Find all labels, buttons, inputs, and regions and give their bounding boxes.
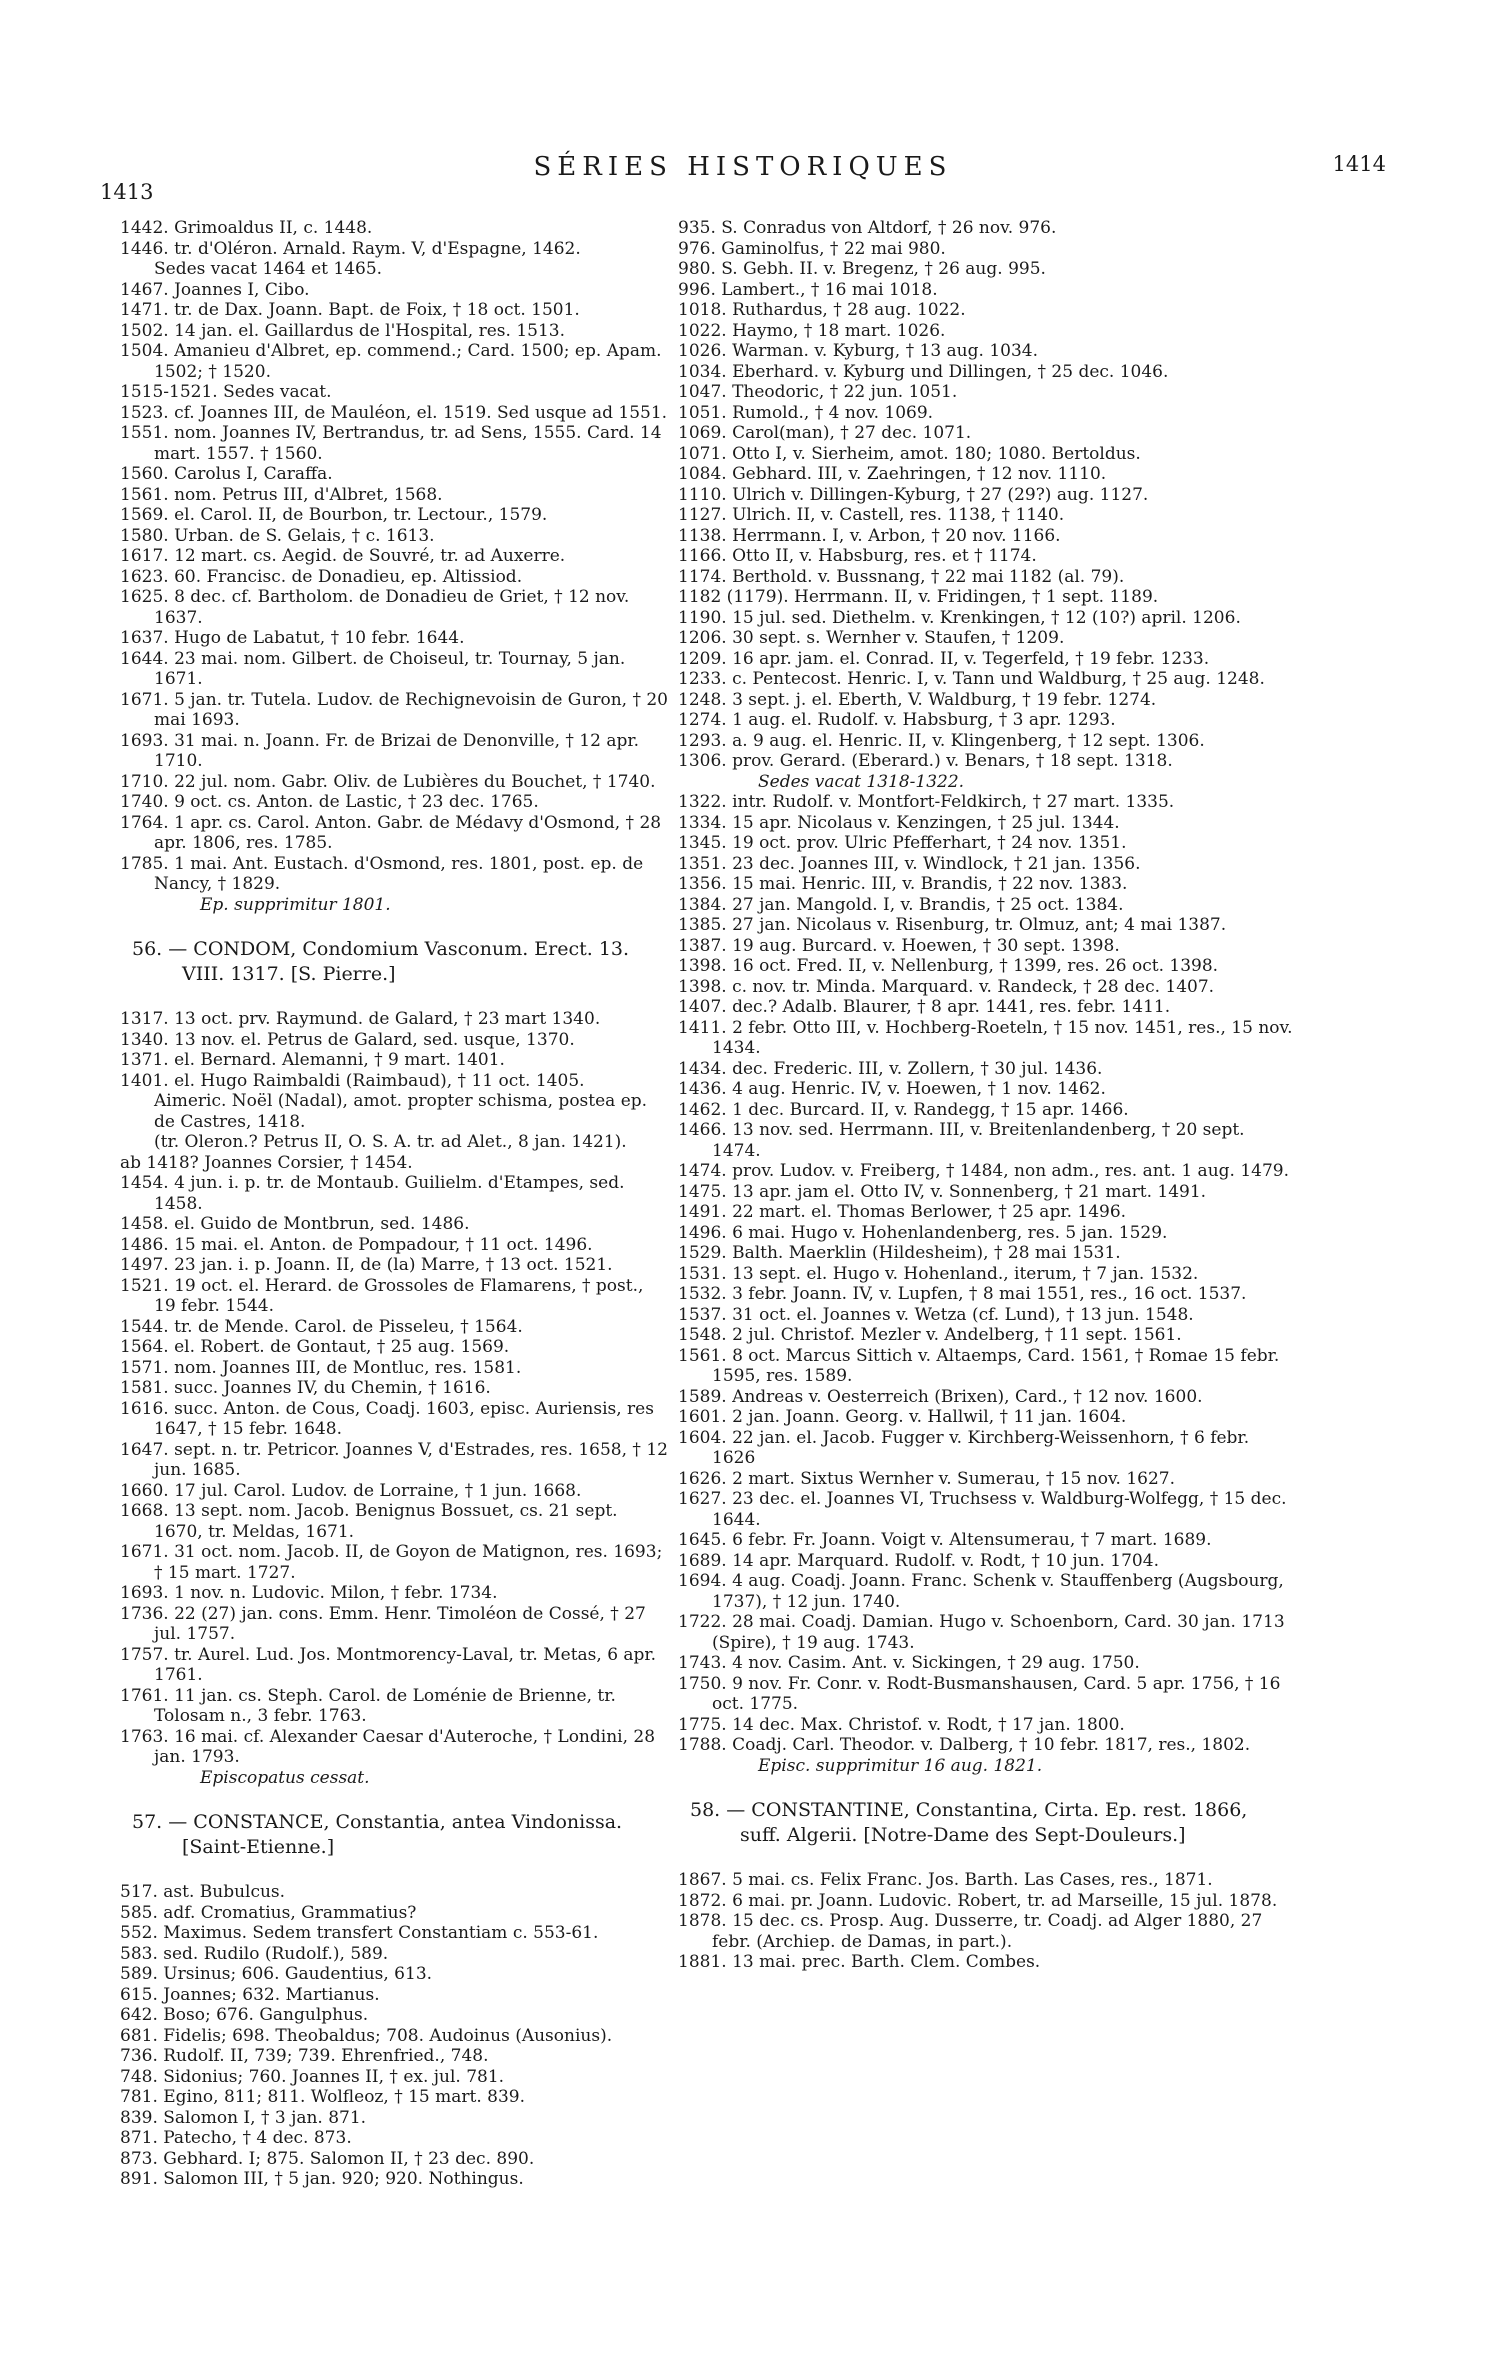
entry-line: 1581. succ. Joannes IV, du Chemin, † 1616. [120,1378,491,1398]
entry-line: 1322. intr. Rudolf. v. Montfort-Feldkirch, † 27 mart. 1335. [678,792,1175,812]
entry-line: 1671. 5 jan. tr. Tutela. Ludov. de Rechignevoisin de Guron, † 20 mai 1693. [120,689,668,730]
left-block-2 [120,1009,668,1768]
entry-line: 1637. Hugo de Labatut, † 10 febr. 1644. [120,628,465,648]
entry-line: (tr. Oleron.? Petrus II, O. S. A. tr. ad Alet., 8 jan. 1421). [154,1132,627,1152]
entry-line: 1084. Gebhard. III, v. Zaehringen, † 12 nov. 1110. [678,464,1107,484]
entry-line: 1763. 16 mai. cf. Alexander Caesar d'Auteroche, † Londini, 28 jan. 1793. [120,1726,656,1767]
entry-line: 1022. Haymo, † 18 mart. 1026. [678,320,946,341]
entry-line: 1034. Eberhard. v. Kyburg und Dillingen, † 25 dec. 1046. [678,361,1169,382]
page-number-right: 1414 [1332,152,1386,176]
entry-line: 583. sed. Rudilo (Rudolf.), 589. [120,1943,389,1964]
entry-line: 1521. 19 oct. el. Herard. de Grossoles de Flamarens, † post., 19 febr. 1544. [120,1275,644,1316]
entry-line: 1496. 6 mai. Hugo v. Hohenlandenberg, res. 5 jan. 1529. [678,1222,1168,1243]
entry-line: 1138. Herrmann. I, v. Arbon, † 20 nov. 1166. [678,525,1061,546]
entry-line: 871. Patecho, † 4 dec. 873. [120,2128,352,2148]
entry-line: 1881. 13 mai. prec. Barth. Clem. Combes. [678,1952,1041,1972]
page-header [100,152,1386,204]
entry-line: 1531. 13 sept. el. Hugo v. Hohenland., iterum, † 7 jan. 1532. [678,1263,1199,1284]
entry-line: 1878. 15 dec. cs. Prosp. Aug. Dusserre, tr. Coadj. ad Alger 1880, 27 febr. (Archiep. de Damas, in part.). [678,1911,1263,1952]
entry-line: ab 1418? Joannes Corsier, † 1454. [120,1152,413,1173]
entry-line: 1693. 31 mai. n. Joann. Fr. de Brizai de Denonville, † 12 apr. 1710. [120,730,640,771]
right-block-3 [678,1870,1294,1973]
entry-line: 1589. Andreas v. Oesterreich (Brixen), Card., † 12 nov. 1600. [678,1386,1203,1407]
section-end-note: Episcopatus cessat. [200,1767,370,1788]
entry-line: 1110. Ulrich v. Dillingen-Kyburg, † 27 (29?) aug. 1127. [678,484,1149,505]
entry-line: 1544. tr. de Mende. Carol. de Pisseleu, † 1564. [120,1316,523,1337]
entry-line: 1625. 8 dec. cf. Bartholom. de Donadieu de Griet, † 12 nov. 1637. [120,587,630,628]
entry-line: 1548. 2 jul. Christof. Mezler v. Andelberg, † 11 sept. 1561. [678,1325,1182,1345]
entry-line: 1467. Joannes I, Cibo. [120,279,310,300]
entry-line: 1743. 4 nov. Casim. Ant. v. Sickingen, † 29 aug. 1750. [678,1653,1140,1673]
section-end-note: Episc. supprimitur 16 aug. 1821. [758,1755,1043,1776]
entry-line: 1351. 23 dec. Joannes III, v. Windlock, † 21 jan. 1356. [678,853,1141,874]
left-column [120,218,668,2190]
entry-line: 1233. c. Pentecost. Henric. I, v. Tann und Waldburg, † 25 aug. 1248. [678,669,1265,689]
entry-line: 736. Rudolf. II, 739; 739. Ehrenfried., 748. [120,2046,489,2066]
entry-line: 1740. 9 oct. cs. Anton. de Lastic, † 23 dec. 1765. [120,792,539,812]
entry-line: 1644. 23 mai. nom. Gilbert. de Choiseul, tr. Tournay, 5 jan. 1671. [120,648,626,689]
entry-line: 1497. 23 jan. i. p. Joann. II, de (la) Marre, † 13 oct. 1521. [120,1255,613,1275]
entry-line: 839. Salomon I, † 3 jan. 871. [120,2107,367,2128]
entry-line: 1689. 14 apr. Marquard. Rudolf. v. Rodt, † 10 jun. 1704. [678,1550,1159,1571]
entry-line: 1174. Berthold. v. Bussnang, † 22 mai 1182 (al. 79). [678,566,1125,587]
entry-line: 1462. 1 dec. Burcard. II, v. Randegg, † 15 apr. 1466. [678,1099,1129,1120]
entry-line: 1248. 3 sept. j. el. Eberth, V. Waldburg, † 19 febr. 1274. [678,689,1157,710]
entry-line: 1623. 60. Francisc. de Donadieu, ep. Altissiod. [120,566,523,587]
entry-line: 1647. sept. n. tr. Petricor. Joannes V, d'Estrades, res. 1658, † 12 jun. 1685. [120,1439,668,1480]
entry-line: 1764. 1 apr. cs. Carol. Anton. Gabr. de Médavy d'Osmond, † 28 apr. 1806, res. 1785. [120,812,662,853]
entry-line: 1436. 4 aug. Henric. IV, v. Hoewen, † 1 nov. 1462. [678,1079,1106,1099]
entry-line: 1190. 15 jul. sed. Diethelm. v. Krenkingen, † 12 (10?) april. 1206. [678,607,1241,628]
entry-line: 781. Egino, 811; 811. Wolfleoz, † 15 mart. 839. [120,2087,526,2107]
entry-line: 1571. nom. Joannes III, de Montluc, res. 1581. [120,1357,522,1378]
entry-line: 1502. 14 jan. el. Gaillardus de l'Hospital, res. 1513. [120,320,565,341]
entry-line: 1604. 22 jan. el. Jacob. Fugger v. Kirchberg-Weissenhorn, † 6 febr. 1626 [678,1427,1250,1468]
entry-line: 1504. Amanieu d'Albret, ep. commend.; Card. 1500; ep. Apam. 1502; † 1520. [120,341,662,382]
entry-line: 1601. 2 jan. Joann. Georg. v. Hallwil, † 11 jan. 1604. [678,1407,1127,1427]
entry-line: 996. Lambert., † 16 mai 1018. [678,279,938,300]
entry-line: 1775. 14 dec. Max. Christof. v. Rodt, † 17 jan. 1800. [678,1714,1125,1735]
section-heading-57: 57. — CONSTANCE, Constantia, antea Vindonissa. [Saint-Etienne.] [132,1811,623,1858]
entry-line: 1761. 11 jan. cs. Steph. Carol. de Loménie de Brienne, tr. Tolosam n., 3 febr. 1763. [120,1685,616,1726]
entry-line: 1645. 6 febr. Fr. Joann. Voigt v. Altensumerau, † 7 mart. 1689. [678,1530,1212,1550]
entry-line: 1398. 16 oct. Fred. II, v. Nellenburg, † 1399, res. 26 oct. 1398. [678,956,1219,976]
section-heading-58: 58. — CONSTANTINE, Constantina, Cirta. Ep. rest. 1866, suff. Algerii. [Notre-Dame des Sept-Douleurs.] [690,1799,1248,1846]
entry-line: 1018. Ruthardus, † 28 aug. 1022. [678,300,966,320]
entry-line: 1206. 30 sept. s. Wernher v. Staufen, † 1209. [678,628,1065,648]
entry-line: 1434. dec. Frederic. III, v. Zollern, † 30 jul. 1436. [678,1058,1103,1079]
entry-line: 1127. Ulrich. II, v. Castell, res. 1138, † 1140. [678,505,1065,525]
entry-line: 1710. 22 jul. nom. Gabr. Oliv. de Lubières du Bouchet, † 1740. [120,771,656,792]
entry-line: 1166. Otto II, v. Habsburg, res. et † 1174. [678,546,1037,566]
entry-line: 1458. el. Guido de Montbrun, sed. 1486. [120,1214,470,1234]
entry-line: 1371. el. Bernard. Alemanni, † 9 mart. 1401. [120,1050,505,1070]
right-block-2 [678,792,1294,1756]
entry-line: 1515-1521. Sedes vacat. [120,382,332,402]
entry-line: 1668. 13 sept. nom. Jacob. Benignus Bossuet, cs. 21 sept. 1670, tr. Meldas, 1671. [120,1501,618,1542]
entry-line: Sedes vacat 1464 et 1465. [154,259,383,279]
entry-line: 1345. 19 oct. prov. Ulric Pfefferhart, † 24 nov. 1351. [678,833,1127,853]
entry-line: 1317. 13 oct. prv. Raymund. de Galard, † 23 mart 1340. [120,1009,601,1029]
entry-line: 1356. 15 mai. Henric. III, v. Brandis, † 22 nov. 1383. [678,874,1128,894]
entry-line: 1446. tr. d'Oléron. Arnald. Raym. V, d'Espagne, 1462. [120,238,581,259]
left-block-1 [120,218,668,895]
entry-line: 589. Ursinus; 606. Gaudentius, 613. [120,1964,433,1984]
entry-line: 642. Boso; 676. Gangulphus. [120,2005,369,2025]
section-end-note: Ep. supprimitur 1801. [200,894,391,915]
entry-line: 1069. Carol(man), † 27 dec. 1071. [678,423,972,443]
entry-line: 585. adf. Cromatius, Grammatius? [120,1902,417,1923]
entry-line: 891. Salomon III, † 5 jan. 920; 920. Nothingus. [120,2169,524,2189]
running-title: SÉRIES HISTORIQUES [533,152,953,182]
entry-line: 1209. 16 apr. jam. el. Conrad. II, v. Tegerfeld, † 19 febr. 1233. [678,648,1210,669]
entry-line: 1471. tr. de Dax. Joann. Bapt. de Foix, † 18 oct. 1501. [120,300,580,320]
entry-line: 1551. nom. Joannes IV, Bertrandus, tr. ad Sens, 1555. Card. 14 mart. 1557. † 1560. [120,423,662,464]
entry-line: 681. Fidelis; 698. Theobaldus; 708. Audoinus (Ausonius). [120,2025,613,2046]
entry-line: 1334. 15 apr. Nicolaus v. Kenzingen, † 25 jul. 1344. [678,812,1120,833]
entry-line: 1785. 1 mai. Ant. Eustach. d'Osmond, res. 1801, post. ep. de Nancy, † 1829. [120,853,644,894]
entry-line: 935. S. Conradus von Altdorf, † 26 nov. 976. [678,218,1057,238]
entry-line: 1454. 4 jun. i. p. tr. de Montaub. Guilielm. d'Etampes, sed. 1458. [120,1173,625,1214]
entry-line: 1071. Otto I, v. Sierheim, amot. 180; 1080. Bertoldus. [678,443,1141,464]
entry-line: 1491. 22 mart. el. Thomas Berlower, † 25 apr. 1496. [678,1202,1127,1222]
entry-line: 1617. 12 mart. cs. Aegid. de Souvré, tr. ad Auxerre. [120,546,566,566]
entry-line: 1387. 19 aug. Burcard. v. Hoewen, † 30 sept. 1398. [678,935,1120,956]
entry-line: 1051. Rumold., † 4 nov. 1069. [678,402,934,423]
entry-line: 615. Joannes; 632. Martianus. [120,1984,380,2005]
section-end-note: Sedes vacat 1318-1322. [758,771,965,792]
entry-line: 1693. 1 nov. n. Ludovic. Milon, † febr. 1734. [120,1583,498,1603]
entry-line: 1182 (1179). Herrmann. II, v. Fridingen, † 1 sept. 1189. [678,587,1159,607]
entry-line: 748. Sidonius; 760. Joannes II, † ex. jul. 781. [120,2066,505,2087]
entry-line: 1340. 13 nov. el. Petrus de Galard, sed. usque, 1370. [120,1029,575,1050]
entry-line: 1694. 4 aug. Coadj. Joann. Franc. Schenk v. Stauffenberg (Augsbourg, 1737), † 12 jun. 1740. [678,1571,1284,1612]
entry-line: 1047. Theodoric, † 22 jun. 1051. [678,382,958,402]
right-column [678,218,1294,1973]
entry-line: 1561. nom. Petrus III, d'Albret, 1568. [120,484,443,505]
entry-line: 1722. 28 mai. Coadj. Damian. Hugo v. Schoenborn, Card. 30 jan. 1713 (Spire), † 19 aug. 1743. [678,1612,1285,1653]
entry-line: Aimeric. Noël (Nadal), amot. propter schisma, postea ep. de Castres, 1418. [154,1091,648,1132]
entry-line: 1736. 22 (27) jan. cons. Emm. Henr. Timoléon de Cossé, † 27 jul. 1757. [120,1603,646,1644]
entry-line: 517. ast. Bubulcus. [120,1882,286,1902]
entry-line: 1293. a. 9 aug. el. Henric. II, v. Klingenberg, † 12 sept. 1306. [678,730,1205,751]
entry-line: 1026. Warman. v. Kyburg, † 13 aug. 1034. [678,341,1038,361]
entry-line: 1384. 27 jan. Mangold. I, v. Brandis, † 25 oct. 1384. [678,894,1124,915]
entry-line: 873. Gebhard. I; 875. Salomon II, † 23 dec. 890. [120,2148,535,2169]
left-block-3 [120,1882,668,2190]
entry-line: 1466. 13 nov. sed. Herrmann. III, v. Breitenlandenberg, † 20 sept. 1474. [678,1120,1245,1161]
entry-line: 976. Gaminolfus, † 22 mai 980. [678,238,946,259]
entry-line: 1660. 17 jul. Carol. Ludov. de Lorraine, † 1 jun. 1668. [120,1480,582,1501]
entry-line: 1867. 5 mai. cs. Felix Franc. Jos. Barth. Las Cases, res., 1871. [678,1870,1213,1890]
section-heading-56: 56. — CONDOM, Condomium Vasconum. Erect. 13. VIII. 1317. [S. Pierre.] [132,938,630,985]
entry-line: 1627. 23 dec. el. Joannes VI, Truchsess v. Waldburg-Wolfegg, † 15 dec. 1644. [678,1489,1287,1530]
entry-line: 1398. c. nov. tr. Minda. Marquard. v. Randeck, † 28 dec. 1407. [678,976,1215,997]
entry-line: 1529. Balth. Maerklin (Hildesheim), † 28 mai 1531. [678,1243,1121,1263]
entry-line: 1872. 6 mai. pr. Joann. Ludovic. Robert, tr. ad Marseille, 15 jul. 1878. [678,1890,1278,1911]
entry-line: 1788. Coadj. Carl. Theodor. v. Dalberg, † 10 febr. 1817, res., 1802. [678,1735,1251,1755]
entry-line: 1442. Grimoaldus II, c. 1448. [120,218,373,238]
entry-line: 1616. succ. Anton. de Cous, Coadj. 1603, episc. Auriensis, res 1647, † 15 febr. 1648. [120,1398,654,1439]
entry-line: 1580. Urban. de S. Gelais, † c. 1613. [120,525,435,546]
entry-line: 1306. prov. Gerard. (Eberard.) v. Benars, † 18 sept. 1318. [678,751,1173,771]
entry-line: 1569. el. Carol. II, de Bourbon, tr. Lectour., 1579. [120,505,548,525]
entry-line: 1564. el. Robert. de Gontaut, † 25 aug. 1569. [120,1337,510,1357]
entry-line: 1561. 8 oct. Marcus Sittich v. Altaemps, Card. 1561, † Romae 15 febr. 1595, res. 1589. [678,1345,1280,1386]
entry-line: 1274. 1 aug. el. Rudolf. v. Habsburg, † 3 apr. 1293. [678,710,1116,730]
entry-line: 1626. 2 mart. Sixtus Wernher v. Sumerau, † 15 nov. 1627. [678,1468,1176,1489]
page-number-left: 1413 [100,180,154,204]
entry-line: 1411. 2 febr. Otto III, v. Hochberg-Roeteln, † 15 nov. 1451, res., 15 nov. 1434. [678,1017,1293,1058]
entry-line: 1523. cf. Joannes III, de Mauléon, el. 1519. Sed usque ad 1551. [120,402,668,423]
entry-line: 1757. tr. Aurel. Lud. Jos. Montmorency-Laval, tr. Metas, 6 apr. 1761. [120,1644,657,1685]
entry-line: 1671. 31 oct. nom. Jacob. II, de Goyon de Matignon, res. 1693; † 15 mart. 1727. [120,1542,663,1583]
entry-line: 1475. 13 apr. jam el. Otto IV, v. Sonnenberg, † 21 mart. 1491. [678,1181,1207,1202]
entry-line: 1486. 15 mai. el. Anton. de Pompadour, † 11 oct. 1496. [120,1234,593,1255]
entry-line: 552. Maximus. Sedem transfert Constantiam c. 553-61. [120,1923,599,1943]
right-block-1 [678,218,1294,772]
entry-line: 1750. 9 nov. Fr. Conr. v. Rodt-Busmanshausen, Card. 5 apr. 1756, † 16 oct. 1775. [678,1673,1281,1714]
entry-line: 1560. Carolus I, Caraffa. [120,464,333,484]
entry-line: 1385. 27 jan. Nicolaus v. Risenburg, tr. Olmuz, ant; 4 mai 1387. [678,915,1227,935]
entry-line: 980. S. Gebh. II. v. Bregenz, † 26 aug. 995. [678,259,1046,279]
entry-line: 1474. prov. Ludov. v. Freiberg, † 1484, non adm., res. ant. 1 aug. 1479. [678,1161,1289,1181]
entry-line: 1401. el. Hugo Raimbaldi (Raimbaud), † 11 oct. 1405. [120,1070,585,1091]
entry-line: 1407. dec.? Adalb. Blaurer, † 8 apr. 1441, res. febr. 1411. [678,997,1171,1017]
entry-line: 1532. 3 febr. Joann. IV, v. Lupfen, † 8 mai 1551, res., 16 oct. 1537. [678,1284,1247,1304]
entry-line: 1537. 31 oct. el. Joannes v. Wetza (cf. Lund), † 13 jun. 1548. [678,1304,1194,1325]
